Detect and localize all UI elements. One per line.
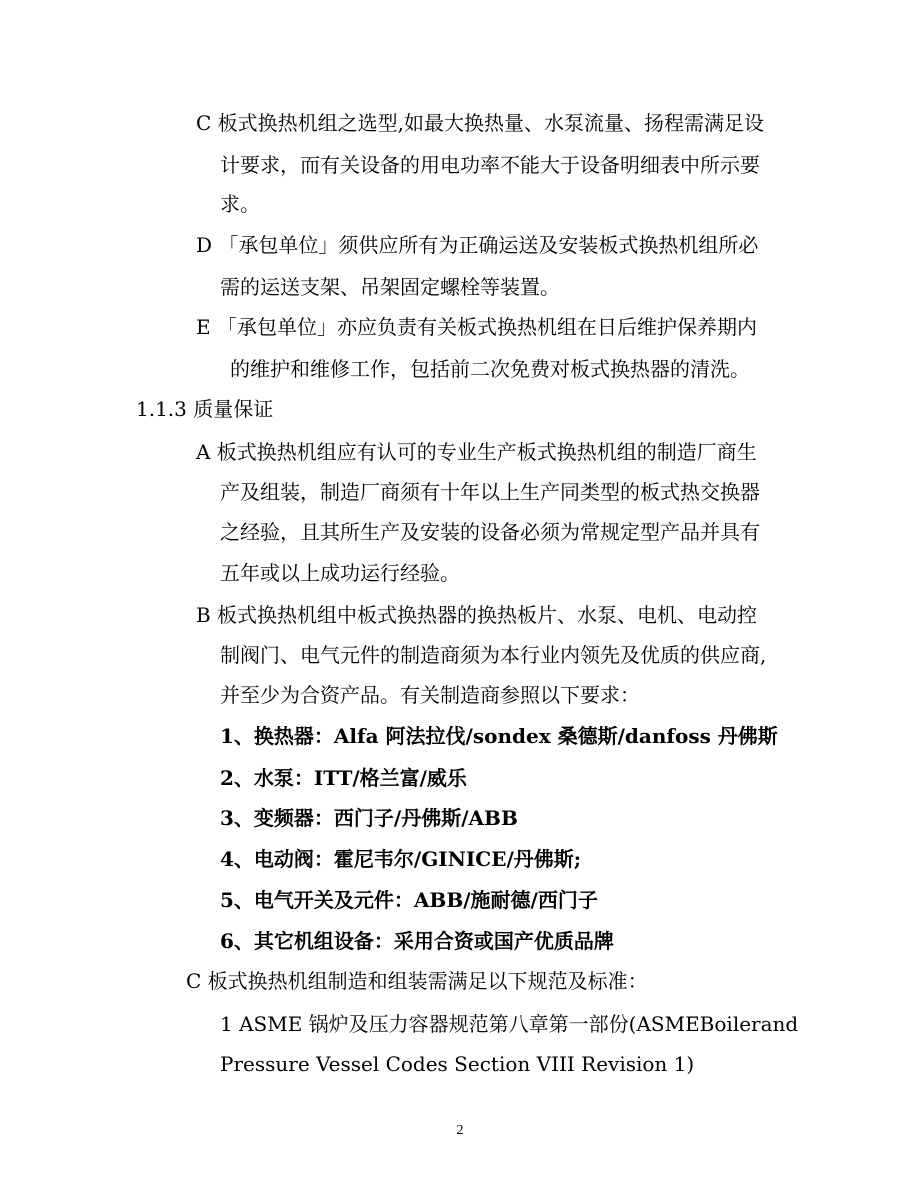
item-a-line-2: 产及组装，制造厂商须有十年以上生产同类型的板式热交换器 bbox=[220, 480, 760, 504]
item-d-line-1: D 「承包单位」须供应所有为正确运送及安装板式换热机组所必 bbox=[196, 233, 759, 257]
item-c-bottom-line-1: 1 ASME 锅炉及压力容器规范第八章第一部份(ASMEBoilerand bbox=[220, 1012, 799, 1036]
brand-item-4: 4、电动阀：霍尼韦尔/GINICE/丹佛斯; bbox=[220, 847, 582, 871]
item-e-line-1: E 「承包单位」亦应负责有关板式换热机组在日后维护保养期内 bbox=[196, 315, 757, 339]
brand-item-2: 2、水泵：ITT/格兰富/威乐 bbox=[220, 766, 467, 790]
item-b-line-3: 并至少为合资产品。有关制造商参照以下要求： bbox=[220, 683, 640, 707]
item-b-line-1: B 板式换热机组中板式换热器的换热板片、水泵、电机、电动控 bbox=[196, 603, 758, 627]
brand-item-5: 5、电气开关及元件：ABB/施耐德/西门子 bbox=[220, 888, 598, 912]
item-c-top-line-1: C 板式换热机组之选型,如最大换热量、水泵流量、扬程需满足设 bbox=[196, 111, 765, 135]
item-b-line-2: 制阀门、电气元件的制造商须为本行业内领先及优质的供应商, bbox=[220, 643, 767, 667]
item-c-top-line-2: 计要求，而有关设备的用电功率不能大于设备明细表中所示要 bbox=[220, 153, 760, 177]
item-a-line-4: 五年或以上成功运行经验。 bbox=[220, 561, 460, 585]
item-c-bottom-line-2: Pressure Vessel Codes Section VIII Revision 1) bbox=[220, 1052, 695, 1076]
brand-item-3: 3、变频器：西门子/丹佛斯/ABB bbox=[220, 806, 518, 830]
item-e-line-2: 的维护和维修工作，包括前二次免费对板式换热器的清洗。 bbox=[230, 357, 750, 381]
section-heading: 1.1.3 质量保证 bbox=[136, 397, 274, 421]
item-d-line-2: 需的运送支架、吊架固定螺栓等装置。 bbox=[220, 275, 560, 299]
item-c-bottom-intro: C 板式换热机组制造和组装需满足以下规范及标准： bbox=[186, 969, 648, 993]
item-a-line-1: A 板式换热机组应有认可的专业生产板式换热机组的制造厂商生 bbox=[196, 440, 757, 464]
item-a-line-3: 之经验，且其所生产及安装的设备必须为常规定型产品并具有 bbox=[220, 520, 760, 544]
item-c-top-line-3: 求。 bbox=[220, 192, 260, 216]
brand-item-6: 6、其它机组设备：采用合资或国产优质品牌 bbox=[220, 929, 614, 953]
brand-item-1: 1、换热器：Alfa 阿法拉伐/sondex 桑德斯/danfoss 丹佛斯 bbox=[220, 724, 778, 748]
page-number: 2 bbox=[456, 1123, 464, 1138]
